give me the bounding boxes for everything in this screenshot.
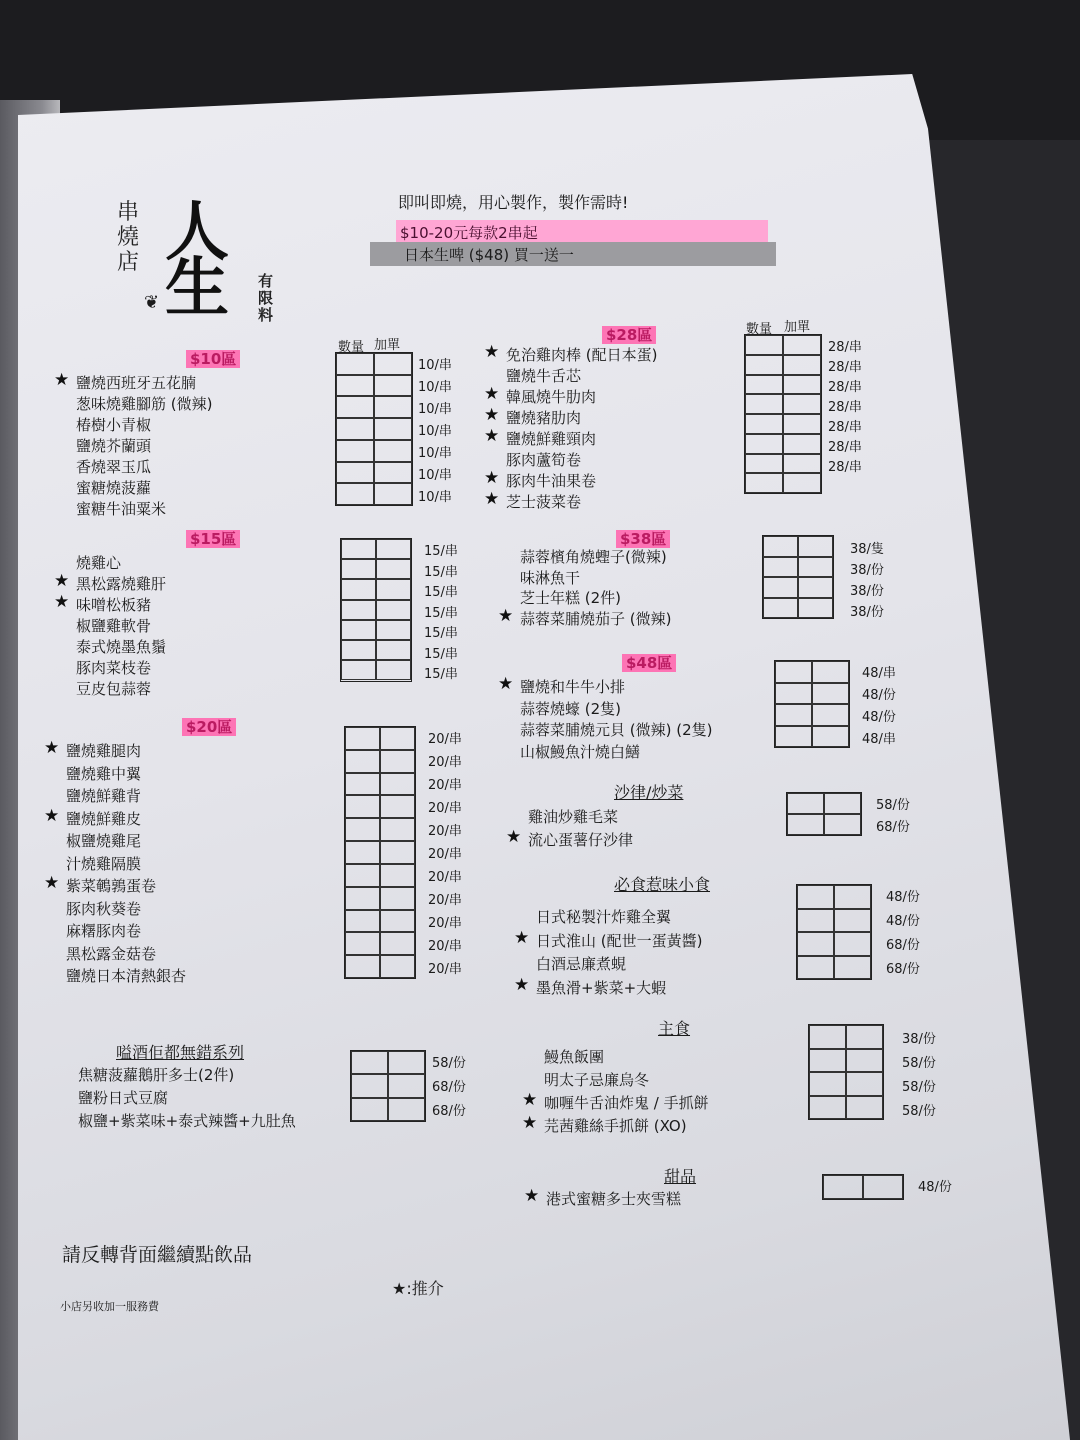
menu-item-price: 38/份 [850,584,884,599]
order-grid-left-3[interactable] [350,1050,426,1122]
menu-item-price: 38/隻 [850,542,884,557]
order-cell[interactable] [745,434,783,454]
menu-item-name: 豚肉秋葵卷 [66,899,142,918]
order-cell[interactable] [345,910,380,933]
order-cell[interactable] [380,795,415,818]
menu-item-price: 58/份 [902,1104,936,1119]
order-cell[interactable] [783,454,821,474]
menu-item-price: 48/份 [862,710,896,725]
section-title-left-3: 嗌酒佢都無錯系列 [116,1043,245,1062]
order-cell[interactable] [376,620,411,640]
menu-item-name: 椒鹽+紫菜味+泰式辣醬+九肚魚 [78,1112,296,1130]
menu-item-name: 豚肉菜枝卷 [76,659,152,677]
menu-item-name: 蒜蓉菜脯燒元貝 (微辣) (2隻) [520,721,713,739]
order-cell[interactable] [341,579,376,599]
recommend-star-icon: ★ [484,468,500,488]
menu-item-name: 燒雞心 [76,554,122,572]
order-grid-right-0[interactable] [744,334,822,494]
recommend-star-icon: ★ [44,738,60,758]
menu-item-name: 黑松露燒雞肝 [76,575,167,593]
order-cell[interactable] [374,353,412,375]
menu-item-name: 鹽燒雞腿肉 [66,742,142,760]
order-cell[interactable] [834,909,871,933]
section-title-highlight: $15區 [186,530,240,548]
order-cell[interactable] [797,909,834,933]
order-cell[interactable] [809,1049,846,1073]
grid-head-qty-right: 數量 [746,322,773,337]
menu-item-name: 味噌松板豬 [76,596,152,614]
order-cell[interactable] [380,864,415,887]
menu-item-price: 28/串 [828,340,862,355]
order-cell[interactable] [812,661,849,683]
order-cell[interactable] [374,483,412,505]
recommend-star-icon: ★ [484,342,500,362]
menu-item-price: 15/串 [424,646,458,662]
section-title-right-6: 甜品 [664,1167,697,1186]
order-cell[interactable] [763,557,798,578]
menu-item-price: 10/串 [418,380,452,395]
menu-item-name: 鹽粉日式豆腐 [78,1089,169,1107]
order-cell[interactable] [376,579,411,599]
recommend-star-icon: ★ [484,405,500,425]
menu-item-name: 汁燒雞隔膜 [66,854,142,873]
menu-item-name: 港式蜜糖多士夾雪糕 [546,1190,682,1208]
menu-item-name: 墨魚滑+紫菜+大蝦 [536,978,667,997]
section-title-highlight: $20區 [182,718,236,736]
menu-item-name: 鹽燒西班牙五花腩 [76,374,197,392]
recommend-star-icon: ★ [498,605,514,626]
menu-item-name: 鹽燒日本清熱銀杏 [66,967,187,985]
order-cell[interactable] [783,375,821,395]
order-cell[interactable] [380,750,415,773]
menu-item-price: 20/串 [428,755,462,770]
order-cell[interactable] [775,661,812,683]
menu-item-price: 10/串 [418,424,452,439]
menu-item-price: 28/串 [828,460,862,475]
order-cell[interactable] [745,355,783,375]
menu-item-name: 芝士菠菜卷 [506,493,582,511]
turn-over-note: 請反轉背面繼續點飲品 [62,1244,253,1266]
order-grid-right-5[interactable] [808,1024,884,1120]
order-cell[interactable] [745,394,783,414]
recommend-star-icon: ★ [54,592,70,612]
order-cell[interactable] [783,335,821,355]
menu-item-name: 白酒忌廉煮蜆 [536,955,627,973]
menu-item-price: 20/串 [428,916,462,931]
menu-item-price: 28/串 [828,360,862,375]
menu-item-name: 豚肉蘆筍卷 [506,451,582,469]
order-cell[interactable] [812,683,849,705]
order-cell[interactable] [345,818,380,841]
order-cell[interactable] [336,396,374,418]
menu-item-name: 雞油炒雞毛菜 [528,808,619,826]
menu-item-name: 鹽燒和牛牛小排 [520,678,626,696]
menu-item-name: 鹽燒鮮雞頸肉 [506,430,597,448]
section-title-highlight: $28區 [602,326,656,344]
order-cell[interactable] [846,1072,883,1096]
order-cell[interactable] [380,887,415,910]
order-cell[interactable] [783,414,821,434]
order-cell[interactable] [798,577,833,598]
menu-item-price: 68/份 [876,820,910,835]
order-grid-left-1[interactable] [340,538,412,682]
section-title-highlight: $10區 [186,350,240,368]
menu-item-name: 蜜糖牛油粟米 [76,500,167,518]
order-cell[interactable] [341,620,376,640]
order-cell[interactable] [797,956,834,980]
order-cell[interactable] [809,1025,846,1049]
section-title-highlight: $48區 [622,654,676,672]
menu-item-price: 10/串 [418,468,452,483]
menu-item-price: 58/份 [902,1080,936,1095]
order-cell[interactable] [341,660,376,680]
order-cell[interactable] [336,440,374,462]
order-cell[interactable] [351,1098,388,1121]
order-cell[interactable] [834,885,871,909]
menu-item-name: 免治雞肉棒 (配日本蛋) [506,346,658,364]
order-cell[interactable] [345,932,380,955]
menu-item-name: 泰式燒墨魚鬚 [76,638,167,656]
menu-item-name: 椒鹽雞軟骨 [76,617,152,635]
menu-item-price: 15/串 [424,585,458,600]
menu-item-name: 日式淮山 (配世一蛋黃醬) [536,931,703,950]
order-cell[interactable] [745,335,783,355]
menu-item-price: 38/份 [850,563,884,578]
menu-item-name: 焦糖菠蘿鵝肝多士(2件) [78,1066,235,1084]
menu-item-price: 15/串 [424,626,458,641]
menu-item-name: 麻糬豚肉卷 [66,922,142,940]
section-title-right-2 [622,652,676,673]
order-cell[interactable] [336,418,374,440]
order-cell[interactable] [745,454,783,474]
menu-item-name: 咖喱牛舌油炸鬼 / 手抓餅 [544,1094,709,1112]
menu-item-price: 48/串 [862,732,896,747]
logo-side-text: 串燒店 [117,200,140,275]
menu-item-name: 蒜蓉燒蠔 (2隻) [520,699,622,718]
order-cell[interactable] [798,557,833,578]
recommend-star-icon: ★ [498,674,514,694]
grid-head-qty: 數量 [338,340,365,355]
order-cell[interactable] [341,539,376,559]
order-cell[interactable] [775,683,812,705]
recommend-star-icon: ★ [54,370,70,390]
menu-item-name: 鹽燒牛舌芯 [506,367,582,385]
order-cell[interactable] [380,841,415,864]
order-cell[interactable] [797,885,834,909]
menu-item-price: 28/串 [828,440,862,455]
order-cell[interactable] [374,418,412,440]
menu-item-price: 68/份 [432,1080,466,1095]
menu-item-name: 香燒翠玉瓜 [76,458,152,476]
menu-item-price: 38/份 [850,605,884,620]
menu-item-name: 明太子忌廉烏冬 [544,1071,650,1089]
order-cell[interactable] [376,640,411,660]
grid-head-add: 加單 [374,338,401,353]
menu-item-price: 10/串 [418,358,452,373]
menu-item-price: 28/串 [828,420,862,435]
order-cell[interactable] [798,536,833,557]
order-cell[interactable] [745,473,783,493]
menu-item-price: 15/串 [424,605,458,621]
menu-item-price: 15/串 [424,667,458,682]
order-cell[interactable] [345,841,380,864]
star-legend: ★:推介 [392,1279,444,1298]
order-cell[interactable] [846,1025,883,1049]
recommend-star-icon: ★ [524,1186,540,1206]
order-cell[interactable] [775,704,812,726]
menu-item-price: 48/份 [862,688,896,703]
promo-gray-text: 日本生啤 ($48) 買一送一 [404,246,574,264]
order-grid-right-2[interactable] [774,660,850,748]
order-cell[interactable] [380,818,415,841]
menu-item-name: 椿樹小青椒 [76,416,152,434]
order-cell[interactable] [341,640,376,660]
menu-item-name: 黑松露金菇卷 [66,944,157,963]
order-cell[interactable] [374,396,412,418]
section-title-left-2 [182,716,236,737]
menu-item-name: 鰻魚飯團 [544,1048,605,1066]
order-cell[interactable] [783,394,821,414]
menu-item-price: 20/串 [428,939,462,954]
menu-item-price: 68/份 [886,938,920,953]
recommend-star-icon: ★ [44,873,60,893]
order-cell[interactable] [345,727,380,750]
order-cell[interactable] [783,473,821,493]
menu-item-price: 48/份 [886,914,920,929]
order-grid-right-3[interactable] [786,792,862,836]
order-cell[interactable] [834,956,871,980]
menu-item-price: 58/份 [902,1056,936,1071]
order-cell[interactable] [380,955,415,978]
order-cell[interactable] [380,773,415,796]
order-cell[interactable] [374,440,412,462]
menu-item-price: 58/份 [876,798,910,813]
menu-item-price: 28/串 [828,400,862,415]
menu-item-price: 20/串 [428,847,462,862]
menu-item-name: 鹽燒芥蘭頭 [76,437,152,455]
order-cell[interactable] [336,353,374,375]
order-cell[interactable] [846,1049,883,1073]
menu-item-price: 20/串 [428,893,462,908]
order-cell[interactable] [351,1074,388,1097]
order-cell[interactable] [763,598,798,619]
order-cell[interactable] [823,1175,863,1199]
order-cell[interactable] [745,375,783,395]
menu-item-name: 日式秘製汁炸雞全翼 [536,908,672,926]
recommend-star-icon: ★ [484,426,500,446]
menu-item-price: 20/串 [428,801,462,816]
recommend-star-icon: ★ [522,1113,538,1133]
order-grid-right-6[interactable] [822,1174,904,1200]
order-cell[interactable] [341,600,376,620]
order-cell[interactable] [380,910,415,933]
order-cell[interactable] [345,864,380,887]
butterfly-icon: ❦ [144,292,160,313]
order-cell[interactable] [863,1175,903,1199]
menu-item-name: 味淋魚干 [520,568,581,587]
order-cell[interactable] [345,773,380,796]
order-cell[interactable] [763,577,798,598]
recommend-star-icon: ★ [54,571,70,591]
menu-item-name: 芝士年糕 (2件) [520,589,622,607]
order-cell[interactable] [809,1096,846,1120]
menu-item-price: 20/串 [428,732,462,747]
order-grid-left-2[interactable] [344,726,416,979]
menu-item-price: 20/串 [428,962,462,977]
section-title-right-0 [602,324,656,345]
order-cell[interactable] [376,600,411,620]
menu-item-price: 20/串 [428,824,462,839]
menu-item-name: 鹽燒豬肋肉 [506,409,582,427]
menu-item-name: 鹽燒鮮雞背 [66,787,142,805]
promo-pink-text: $10-20元每款2串起 [400,224,538,242]
section-title-right-4: 必食惹味小食 [614,875,711,894]
order-cell[interactable] [388,1074,425,1097]
tagline: 即叫即燒，用心製作，製作需時! [398,193,629,212]
section-title-right-5: 主食 [658,1019,691,1038]
recommend-star-icon: ★ [484,489,500,509]
order-cell[interactable] [380,727,415,750]
order-grid-right-4[interactable] [796,884,872,980]
menu-item-price: 68/份 [432,1104,466,1119]
order-cell[interactable] [834,932,871,956]
order-cell[interactable] [374,375,412,397]
recommend-star-icon: ★ [522,1090,538,1110]
recommend-star-icon: ★ [484,384,500,404]
menu-item-price: 38/份 [902,1032,936,1047]
menu-item-name: 葱味燒雞腳筋 (微辣) [76,395,213,413]
menu-item-name: 韓風燒牛肋肉 [506,388,597,406]
menu-item-price: 48/份 [886,890,920,905]
recommend-star-icon: ★ [506,827,522,847]
service-charge-note: 小店另收加一服務費 [60,1300,159,1313]
menu-item-name: 芫茜雞絲手抓餅 (XO) [544,1117,687,1135]
menu-item-price: 15/串 [424,564,458,580]
menu-item-price: 20/串 [428,870,462,885]
order-cell[interactable] [351,1051,388,1074]
menu-item-name: 蜜糖燒菠蘿 [76,479,152,497]
order-cell[interactable] [846,1096,883,1120]
order-cell[interactable] [787,814,824,835]
menu-item-name: 蒜蓉菜脯燒茄子 (微辣) [520,609,672,628]
menu-item-price: 48/份 [918,1180,952,1195]
order-cell[interactable] [824,793,861,814]
order-cell[interactable] [345,795,380,818]
recommend-star-icon: ★ [514,974,530,995]
menu-item-name: 鹽燒鮮雞皮 [66,809,142,828]
menu-item-price: 48/串 [862,666,896,681]
order-grid-right-1[interactable] [762,535,834,619]
logo-small-text: 有限料 [258,272,274,324]
section-title-left-1 [186,528,240,549]
order-cell[interactable] [341,559,376,579]
menu-item-name: 蒜蓉檳角燒蟶子(微辣) [520,548,667,566]
order-cell[interactable] [809,1072,846,1096]
menu-item-name: 豚肉牛油果卷 [506,472,597,490]
menu-item-price: 10/串 [418,490,452,505]
order-cell[interactable] [812,726,849,748]
menu-item-name: 椒鹽燒雞尾 [66,832,142,850]
menu-item-name: 流心蛋薯仔沙律 [528,831,634,849]
menu-item-price: 20/串 [428,778,462,793]
order-cell[interactable] [763,536,798,557]
order-cell[interactable] [775,726,812,748]
order-cell[interactable] [376,559,411,579]
order-cell[interactable] [380,932,415,955]
order-cell[interactable] [388,1098,425,1121]
order-cell[interactable] [336,375,374,397]
order-cell[interactable] [783,434,821,454]
order-cell[interactable] [345,887,380,910]
order-cell[interactable] [376,660,411,680]
order-cell[interactable] [336,462,374,484]
menu-item-price: 10/串 [418,402,452,417]
order-cell[interactable] [745,414,783,434]
section-title-right-3: 沙律/炒菜 [614,783,684,802]
menu-item-price: 15/串 [424,544,458,559]
section-title-left-0 [186,348,240,369]
menu-item-name: 鹽燒雞中翼 [66,764,142,783]
grid-head-add-right: 加單 [784,320,811,335]
section-title-highlight: $38區 [616,530,670,548]
menu-item-price: 28/串 [828,380,862,395]
menu-item-price: 58/份 [432,1056,466,1071]
order-cell[interactable] [812,704,849,726]
order-cell[interactable] [336,483,374,505]
order-cell[interactable] [388,1051,425,1074]
logo-main-text: 人生 [165,195,229,326]
menu-item-name: 紫菜鵪鶉蛋卷 [66,877,157,895]
order-cell[interactable] [783,355,821,375]
order-grid-left-0[interactable] [335,352,413,506]
order-cell[interactable] [787,793,824,814]
menu-item-name: 豆皮包蒜蓉 [76,680,152,698]
menu-item-name: 山椒鰻魚汁燒白鱔 [520,742,641,761]
recommend-star-icon: ★ [44,805,60,826]
order-cell[interactable] [345,750,380,773]
order-cell[interactable] [824,814,861,835]
menu-item-price: 68/份 [886,962,920,977]
order-cell[interactable] [374,462,412,484]
order-cell[interactable] [797,932,834,956]
order-cell[interactable] [376,539,411,559]
recommend-star-icon: ★ [514,927,530,948]
menu-item-price: 10/串 [418,446,452,461]
order-cell[interactable] [345,955,380,978]
order-cell[interactable] [798,598,833,619]
